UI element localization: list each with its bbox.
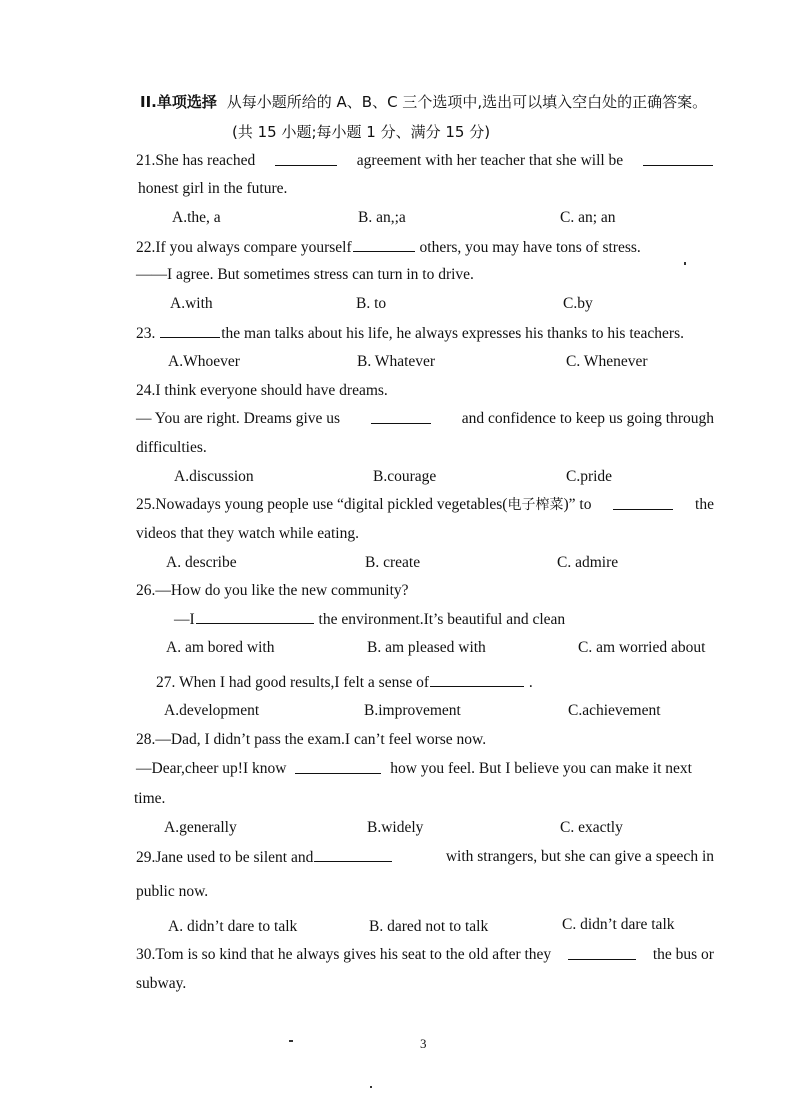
q29-option-c[interactable]: C. didn’t dare talk	[562, 916, 675, 933]
q24-option-c[interactable]: C.pride	[566, 468, 613, 485]
q25-text-d: the	[695, 496, 714, 513]
q27-option-a[interactable]: A.development	[164, 702, 260, 719]
question-28-line2	[136, 759, 692, 779]
q21-blank-1[interactable]	[275, 151, 337, 166]
q25-option-c[interactable]: C. admire	[557, 554, 619, 571]
q28-blank[interactable]	[295, 759, 381, 774]
q28-text-a: —Dear,cheer up!I know	[136, 760, 287, 777]
q23-option-b[interactable]: B. Whatever	[357, 353, 436, 370]
q28-option-c[interactable]: C. exactly	[560, 819, 623, 836]
q24-text-1: 24.I think everyone should have dreams.	[136, 382, 388, 399]
q21-option-a[interactable]: A.the, a	[172, 209, 221, 226]
q27-blank[interactable]	[430, 672, 524, 687]
q25-blank[interactable]	[613, 495, 673, 510]
q24-text-a: — You are right. Dreams give us	[136, 410, 341, 427]
q29-option-a[interactable]: A. didn’t dare to talk	[168, 918, 298, 935]
q30-blank[interactable]	[568, 945, 636, 960]
q24-option-a[interactable]: A.discussion	[174, 468, 254, 485]
q21-text-b: agreement with her teacher that she will be	[356, 152, 624, 169]
q24-text-b: and confidence to keep us going through	[461, 410, 714, 427]
section-header	[140, 92, 707, 113]
section-note: (共 15 小题;每小题 1 分、满分 15 分)	[232, 123, 491, 141]
question-30-line1	[136, 945, 714, 965]
question-22-line1	[136, 237, 641, 258]
q21-option-b[interactable]: B. an,;a	[358, 209, 406, 226]
page-number: 3	[420, 1036, 427, 1051]
section-instruction: 从每小题所给的 A、B、C 三个选项中,选出可以填入空白处的正确答案。	[226, 93, 708, 111]
q29-text-b: with strangers, but she can give a speech in	[445, 848, 714, 865]
q22-text-b: others, you may have tons of stress.	[419, 239, 641, 256]
q26-text-a: —I	[174, 611, 195, 628]
section-label: II.单项选择	[140, 93, 217, 111]
q22-response: ——I agree. But sometimes stress can turn in to drive.	[136, 266, 474, 283]
q30-text-2: subway.	[136, 975, 187, 992]
q23-option-a[interactable]: A.Whoever	[168, 353, 240, 370]
scan-speck	[370, 1086, 372, 1088]
q22-option-c[interactable]: C.by	[563, 295, 593, 312]
q23-blank[interactable]	[160, 323, 220, 338]
q23-option-c[interactable]: C. Whenever	[566, 353, 648, 370]
q26-blank[interactable]	[196, 609, 314, 624]
q30-text-b: the bus or	[652, 946, 714, 963]
question-23-line1	[136, 323, 684, 344]
q25-text-a	[136, 495, 591, 515]
q26-text-b: the environment.It’s beautiful and clean	[318, 611, 566, 628]
scan-speck	[289, 1040, 293, 1042]
question-29-line1	[136, 847, 714, 868]
q26-text-1: 26.—How do you like the new community?	[136, 582, 409, 599]
q28-option-b[interactable]: B.widely	[367, 819, 424, 836]
q27-option-c[interactable]: C.achievement	[568, 702, 661, 719]
q25-text-a-en: 25.Nowadays young people use “digital pickled vegetables(	[136, 496, 508, 513]
q26-option-a[interactable]: A. am bored with	[166, 639, 275, 656]
q23-num: 23.	[136, 325, 156, 342]
q25-option-b[interactable]: B. create	[365, 554, 421, 571]
q22-blank[interactable]	[353, 237, 415, 252]
question-24-line2	[136, 409, 714, 429]
question-26-line2	[174, 609, 565, 630]
q21-option-c[interactable]: C. an; an	[560, 209, 616, 226]
q28-option-a[interactable]: A.generally	[164, 819, 237, 836]
q27-text-b: .	[528, 674, 533, 691]
q21-blank-2[interactable]	[643, 151, 713, 166]
question-27-line1	[156, 672, 533, 693]
q29-option-b[interactable]: B. dared not to talk	[369, 918, 489, 935]
q27-option-b[interactable]: B.improvement	[364, 702, 461, 719]
q25-text-cn: 电子榨菜	[507, 497, 564, 513]
q26-option-c[interactable]: C. am worried about	[578, 639, 706, 656]
q28-text-3: time.	[134, 790, 166, 807]
q25-text-2: videos that they watch while eating.	[136, 525, 359, 542]
q25-text-c: )” to	[563, 496, 592, 513]
q23-text: the man talks about his life, he always expresses his thanks to his teachers.	[221, 325, 684, 342]
q22-text-a: 22.If you always compare yourself	[136, 239, 352, 256]
q24-blank[interactable]	[371, 409, 431, 424]
q28-text-b: how you feel. But I believe you can make it next	[390, 760, 692, 777]
q21-text-c: honest girl in the future.	[138, 180, 288, 197]
q25-option-a[interactable]: A. describe	[166, 554, 237, 571]
q21-text-a: 21.She has reached	[136, 152, 256, 169]
q26-option-b[interactable]: B. am pleased with	[367, 639, 486, 656]
q24-text-3: difficulties.	[136, 439, 207, 456]
question-25-line1	[136, 495, 714, 515]
q27-text-a: 27. When I had good results,I felt a sense of	[156, 674, 430, 691]
q29-text-a	[136, 847, 393, 868]
q29-text-2: public now.	[136, 883, 209, 900]
q24-option-b[interactable]: B.courage	[373, 468, 437, 485]
scan-speck	[684, 262, 686, 265]
q29-blank[interactable]	[314, 847, 392, 862]
q28-text-1: 28.—Dad, I didn’t pass the exam.I can’t feel worse now.	[136, 731, 487, 748]
q29-text-a-inner: 29.Jane used to be silent and	[136, 849, 314, 866]
q30-text-a: 30.Tom is so kind that he always gives his seat to the old after they	[136, 946, 552, 963]
q22-option-b[interactable]: B. to	[356, 295, 387, 312]
q22-option-a[interactable]: A.with	[170, 295, 213, 312]
question-21-line1	[136, 151, 714, 171]
